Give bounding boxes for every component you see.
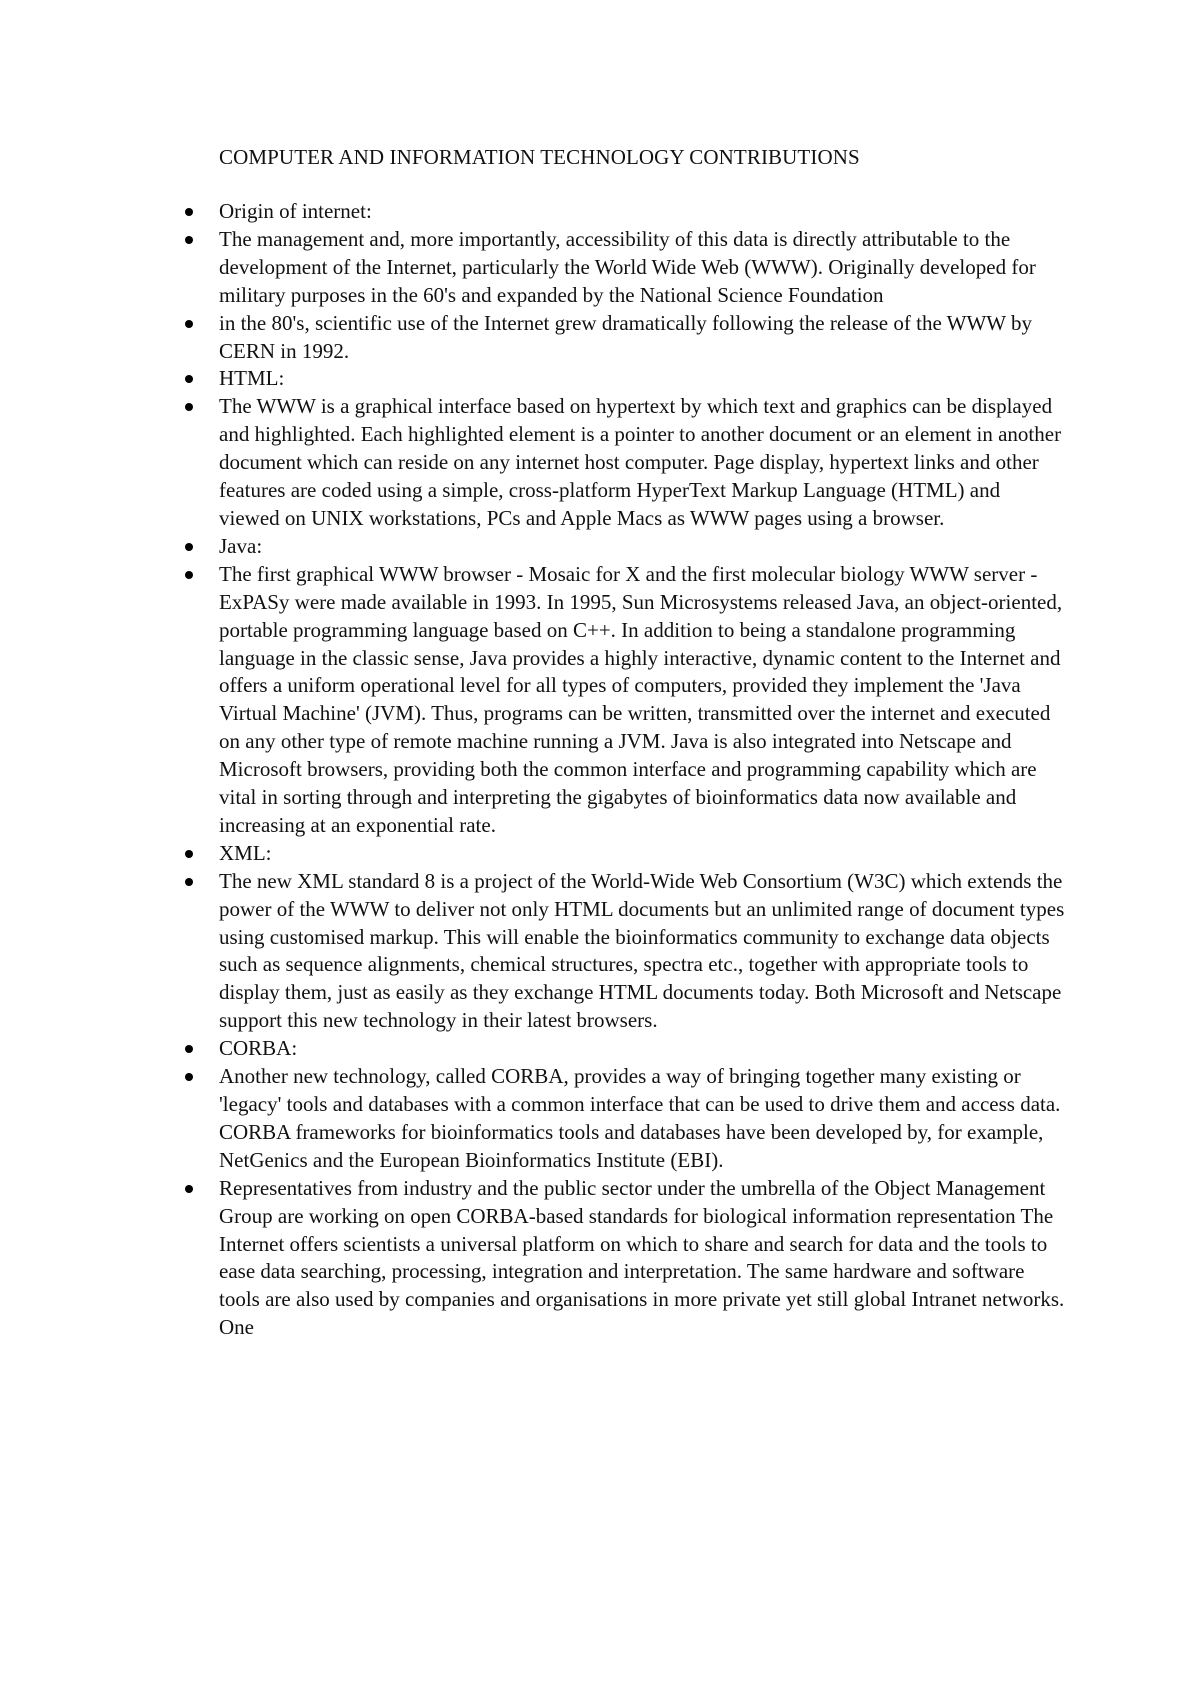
bullet-icon	[185, 1073, 193, 1081]
document-title: COMPUTER AND INFORMATION TECHNOLOGY CONTRIBUTIONS	[219, 145, 860, 169]
bullet-icon	[185, 571, 193, 579]
bullet-list	[185, 198, 1065, 1342]
bullet-item	[185, 1035, 1065, 1063]
bullet-icon	[185, 320, 193, 328]
bullet-icon	[185, 850, 193, 858]
bullet-item	[185, 226, 1065, 310]
bullet-icon	[185, 1185, 193, 1193]
bullet-text: XML:	[219, 840, 272, 865]
bullet-icon	[185, 1045, 193, 1053]
bullet-text: Another new technology, called CORBA, provides a way of bringing together many existing or 'legacy' tools and databases with a common interface that can be used to drive them and access data. CORBA frameworks for bioinformatics tools and databases have been developed by, for example, NetGenics and the European Bioinformatics Institute (EBI).	[219, 1064, 1061, 1172]
bullet-icon	[185, 375, 193, 383]
bullet-item	[185, 365, 1065, 393]
bullet-item	[185, 561, 1065, 840]
bullet-icon	[185, 878, 193, 886]
bullet-item	[185, 393, 1065, 533]
bullet-text: The first graphical WWW browser - Mosaic for X and the first molecular biology WWW server - ExPASy were made available in 1993. In 1995, Sun Microsystems released Java, an object-oriented, portable programming language based on C++. In addition to being a standalone programming language in the classic sense, Java provides a highly interactive, dynamic content to the Internet and offers a uniform operational level for all types of computers, provided they implement the 'Java Virtual Machine' (JVM). Thus, programs can be written, transmitted over the internet and executed on any other type of remote machine running a JVM. Java is also integrated into Netscape and Microsoft browsers, providing both the common interface and programming capability which are vital in sorting through and interpreting the gigabytes of bioinformatics data now available and increasing at an exponential rate.	[219, 561, 1063, 837]
bullet-item	[185, 1063, 1065, 1175]
bullet-item	[185, 310, 1065, 366]
bullet-icon	[185, 208, 193, 216]
bullet-item	[185, 1175, 1065, 1342]
bullet-text: CORBA:	[219, 1036, 298, 1061]
bullet-icon	[185, 403, 193, 411]
bullet-text: The WWW is a graphical interface based on hypertext by which text and graphics can be displayed and highlighted. Each highlighted element is a pointer to another document or an element in another document which can reside on any internet host computer. Page display, hypertext links and other features are coded using a simple, cross-platform HyperText Markup Language (HTML) and viewed on UNIX workstations, PCs and Apple Macs as WWW pages using a browser.	[219, 394, 1062, 530]
bullet-text: Java:	[219, 533, 263, 558]
bullet-icon	[185, 543, 193, 551]
bullet-item	[185, 198, 1065, 226]
bullet-icon	[185, 236, 193, 244]
bullet-text: The management and, more importantly, accessibility of this data is directly attributable to the development of the Internet, particularly the World Wide Web (WWW). Originally developed for military purposes in the 60's and expanded by the National Science Foundation	[219, 226, 1036, 307]
bullet-item	[185, 868, 1065, 1035]
bullet-item	[185, 533, 1065, 561]
bullet-text: HTML:	[219, 366, 285, 391]
bullet-item	[185, 840, 1065, 868]
bullet-text: in the 80's, scientific use of the Internet grew dramatically following the release of the WWW by CERN in 1992.	[219, 310, 1032, 363]
bullet-text: The new XML standard 8 is a project of the World-Wide Web Consortium (W3C) which extends the power of the WWW to deliver not only HTML documents but an unlimited range of document types using customised markup. This will enable the bioinformatics community to exchange data objects such as sequence alignments, chemical structures, spectra etc., together with appropriate tools to display them, just as easily as they exchange HTML documents today. Both Microsoft and Netscape support this new technology in their latest browsers.	[219, 868, 1065, 1033]
bullet-text: Representatives from industry and the public sector under the umbrella of the Object Management Group are working on open CORBA-based standards for biological information representation The Internet offers scientists a universal platform on which to share and search for data and the tools to ease data searching, processing, integration and interpretation. The same hardware and software tools are also used by companies and organisations in more private yet still global Intranet networks. One	[219, 1175, 1065, 1340]
bullet-text: Origin of internet:	[219, 199, 372, 223]
